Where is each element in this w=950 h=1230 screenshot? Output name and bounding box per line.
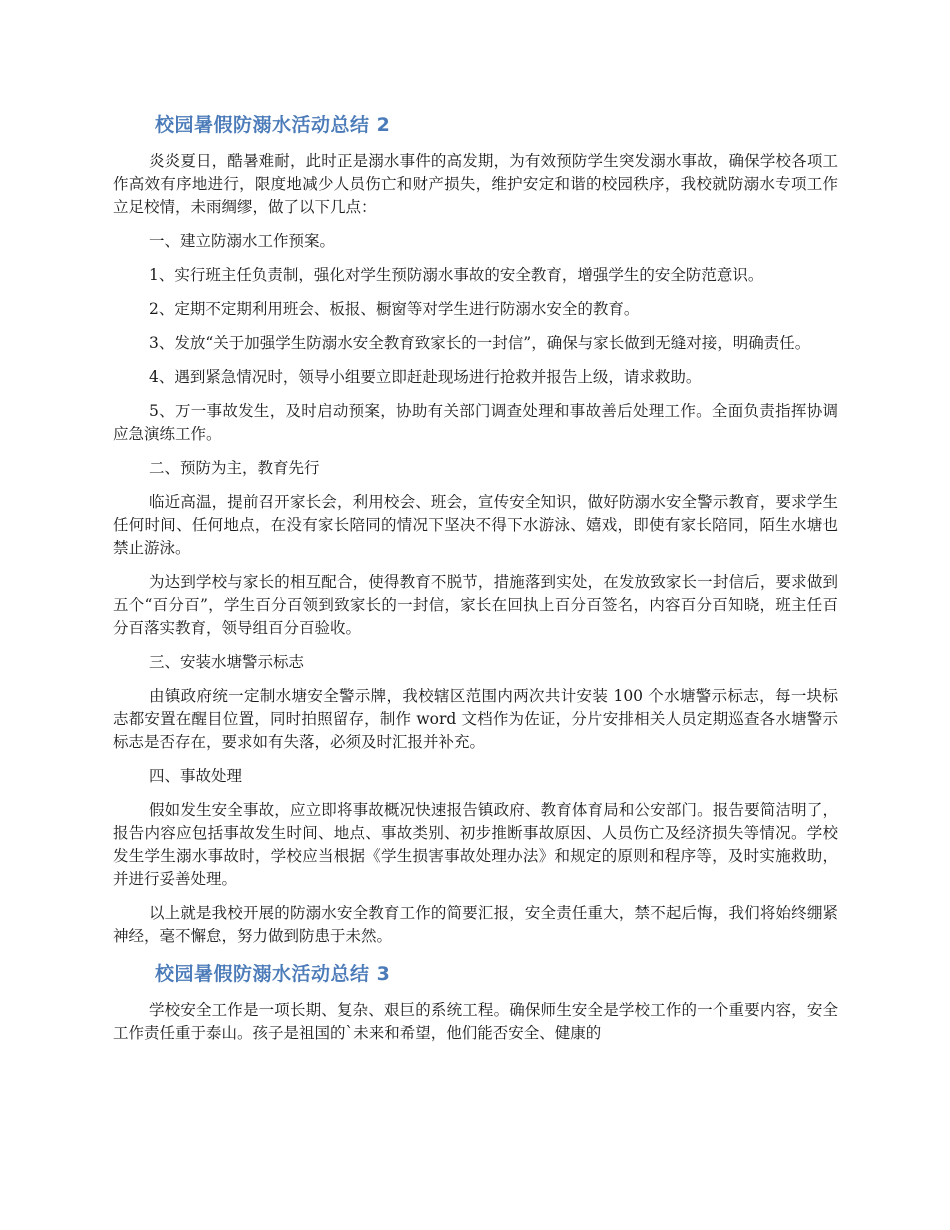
- paragraph: 2、定期不定期利用班会、板报、橱窗等对学生进行防溺水安全的教育。: [149, 300, 640, 318]
- paragraph: 为达到学校与家长的相互配合，使得教育不脱节，措施落到实处，在发放致家长一封信后，要求做到五个“百分百”，学生百分百领到致家长的一封信，家长在回执上百分百签名，内容百分百知晓，班主任百分百落实教育，领导组百分百验收。: [113, 573, 838, 637]
- paragraph: 假如发生安全事故，应立即将事故概况快速报告镇政府、教育体育局和公安部门。报告要简洁明了，报告内容应包括事故发生时间、地点、事故类别、初步推断事故原因、人员伤亡及经济损失等情况。学校发生学生溺水事故时，学校应当根据《学生损害事故处理办法》和规定的原则和程序等，及时实施救助，并进行妥善处理。: [113, 801, 838, 888]
- section-3-body: [113, 999, 838, 1045]
- paragraph: 以上就是我校开展的防溺水安全教育工作的简要汇报，安全责任重大，禁不起后悔，我们将始终绷紧神经，毫不懈怠，努力做到防患于未然。: [113, 904, 838, 945]
- paragraph: 4、遇到紧急情况时，领导小组要立即赶赴现场进行抢救并报告上级，请求救助。: [149, 368, 702, 386]
- section-heading-2: 校园暑假防溺水活动总结 2: [155, 114, 391, 136]
- paragraph: 1、实行班主任负责制，强化对学生预防溺水事故的安全教育，增强学生的安全防范意识。: [149, 266, 764, 284]
- paragraph: 二、预防为主，教育先行: [149, 459, 320, 477]
- paragraph: 四、事故处理: [149, 767, 243, 785]
- paragraph: 3、发放“关于加强学生防溺水安全教育致家长的一封信”，确保与家长做到无缝对接，明确责任。: [149, 334, 811, 352]
- paragraph: 一、建立防溺水工作预案。: [149, 232, 336, 250]
- document-content: [113, 110, 838, 1056]
- paragraph: 三、安装水塘警示标志: [149, 653, 305, 671]
- paragraph: 5、万一事故发生，及时启动预案，协助有关部门调查处理和事故善后处理工作。全面负责指挥协调应急演练工作。: [113, 402, 838, 443]
- section-heading-3: 校园暑假防溺水活动总结 3: [155, 963, 391, 985]
- paragraph: 由镇政府统一定制水塘安全警示牌，我校辖区范围内两次共计安装 100 个水塘警示标志，每一块标志都安置在醒目位置，同时拍照留存，制作 word 文档作为佐证，分片安排相关人员定期巡查各水塘警示标志是否存在，要求如有失落，必须及时汇报并补充。: [113, 687, 838, 751]
- paragraph: 学校安全工作是一项长期、复杂、艰巨的系统工程。确保师生安全是学校工作的一个重要内容，安全工作责任重于泰山。孩子是祖国的`未来和希望，他们能否安全、健康的: [113, 1001, 838, 1042]
- paragraph: 临近高温，提前召开家长会，利用校会、班会，宣传安全知识，做好防溺水安全警示教育，要求学生任何时间、任何地点，在没有家长陪同的情况下坚决不得下水游泳、嬉戏，即使有家长陪同，陌生水塘也禁止游泳。: [113, 493, 838, 557]
- section-2-body: [113, 150, 838, 948]
- paragraph: 炎炎夏日，酷暑难耐，此时正是溺水事件的高发期，为有效预防学生突发溺水事故，确保学校各项工作高效有序地进行，限度地减少人员伤亡和财产损失，维护安定和谐的校园秩序，我校就防溺水专项工作立足校情，未雨绸缪，做了以下几点：: [113, 152, 838, 216]
